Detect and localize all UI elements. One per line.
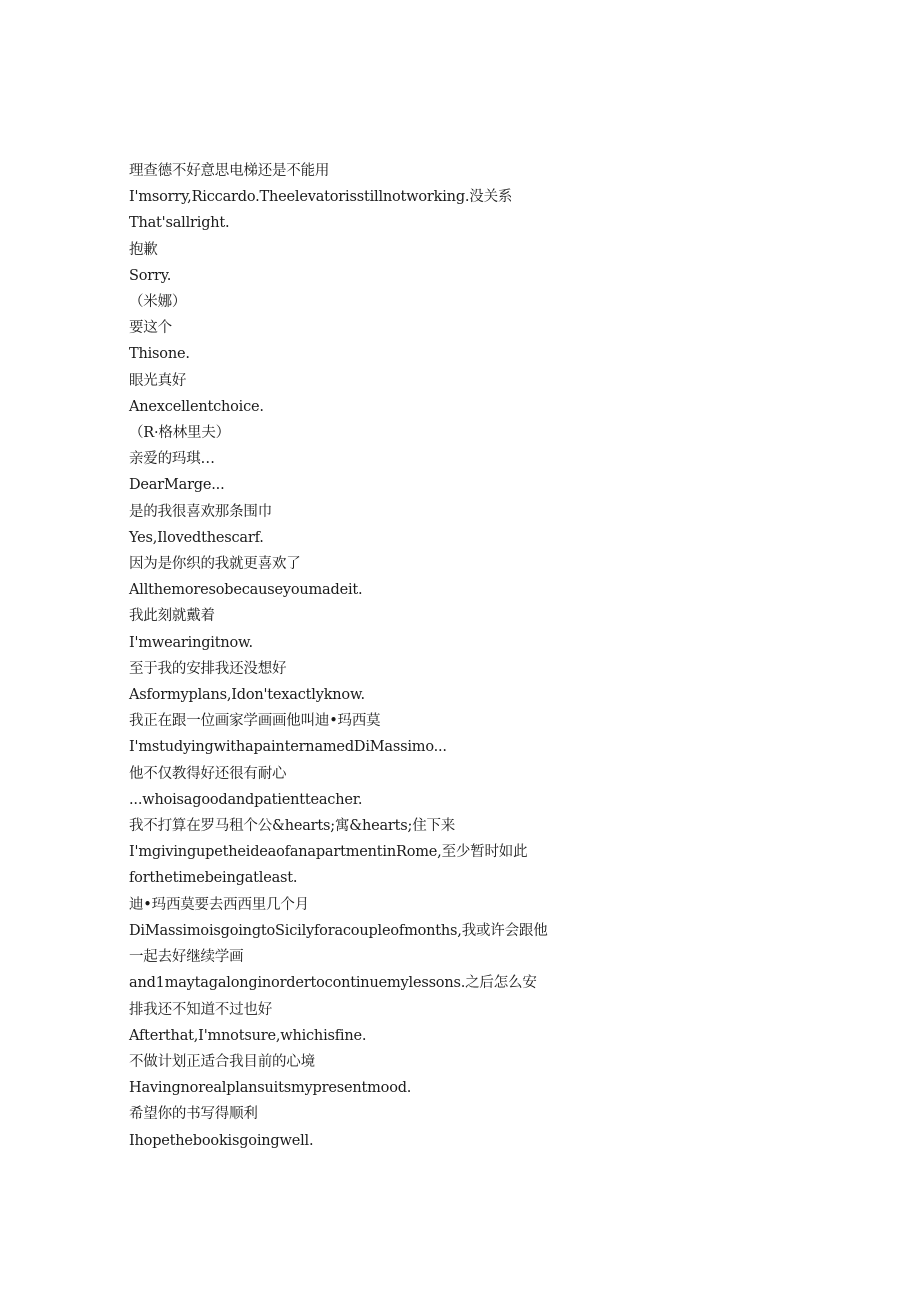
text-line: ...whoisagoodandpatientteacher. [129,791,363,808]
text-line: Asformyplans,Idon'texactlyknow. [129,687,365,704]
text-line: 不做计划正适合我目前的心境 [129,1053,315,1070]
text-line: forthetimebeingatleast. [129,870,298,887]
text-line: 亲爱的玛琪… [129,451,215,468]
text-line: I'mstudyingwithapainternamedDiMassimo... [129,739,447,756]
text-line: 我正在跟一位画家学画画他叫迪•玛西莫 [129,713,381,730]
text-line: and1maytagalonginordertocontinuemylessons.之后怎么安 [129,975,537,992]
text-line: Thisone. [129,346,190,363]
text-line: 是的我很喜欢那条围巾 [129,503,272,520]
subtitle-transcript [129,158,849,1154]
text-line: Anexcellentchoice. [129,398,264,415]
text-line: DearMarge... [129,477,225,494]
text-line: DiMassimoisgoingtoSicilyforacoupleofmonths,我或许会跟他 [129,922,548,939]
text-line: 要这个 [129,320,172,337]
text-line: （米娜） [129,294,187,311]
text-line: Sorry. [129,267,172,284]
text-line: 他不仅教得好还很有耐心 [129,765,287,782]
text-line: Yes,Ilovedthescarf. [129,529,264,546]
text-line: 迪•玛西莫要去西西里几个月 [129,896,309,913]
text-line: 理查德不好意思电梯还是不能用 [129,163,330,179]
text-line: Allthemoresobecauseyoumadeit. [129,582,363,599]
text-line: 希望你的书写得顺利 [129,1106,258,1123]
text-line: 眼光真好 [129,372,187,389]
text-line: （R·格林里夫） [129,425,230,442]
text-line: I'mwearingitnow. [129,634,253,651]
text-line: 因为是你织的我就更喜欢了 [129,556,301,573]
text-line: Havingnorealplansuitsmypresentmood. [129,1080,412,1097]
text-line: Afterthat,I'mnotsure,whichisfine. [129,1027,367,1044]
text-line: 抱歉 [129,241,158,258]
text-line: I'msorry,Riccardo.Theelevatorisstillnotworking.没关系 [129,189,513,206]
text-line: Ihopethebookisgoingwell. [129,1132,314,1149]
text-line: I'mgivingupetheideaofanapartmentinRome,至少暂时如此 [129,844,528,861]
text-line: That'sallright. [129,215,230,232]
text-line: 我此刻就戴着 [129,608,215,625]
text-line: 至于我的安排我还没想好 [129,660,287,677]
text-line: 我不打算在罗马租个公&hearts;寓&hearts;住下来 [129,818,456,835]
text-line: 一起去好继续学画 [129,949,244,966]
text-line: 排我还不知道不过也好 [129,1001,272,1018]
